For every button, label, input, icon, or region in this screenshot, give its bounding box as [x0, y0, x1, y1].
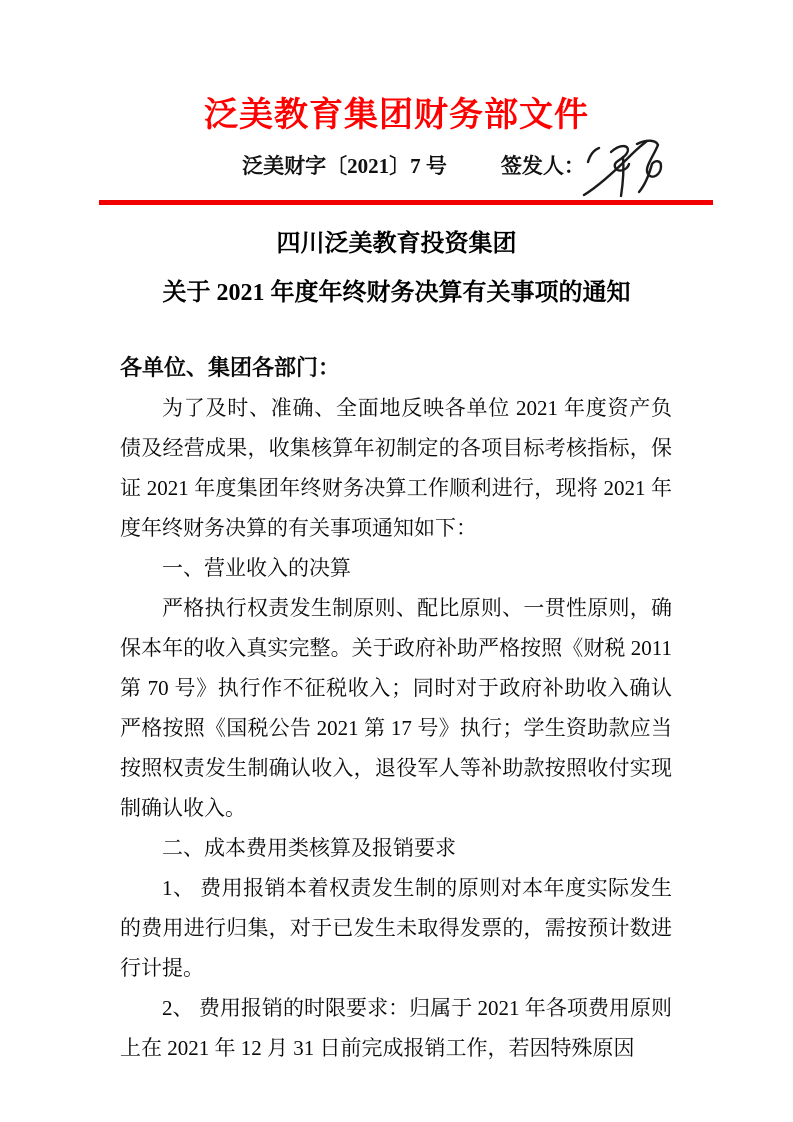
letterhead-title: 泛美教育集团财务部文件 [204, 97, 589, 134]
doc-number: 泛美财字〔2021〕7 号 [242, 154, 447, 178]
section-heading-2: 二、成本费用类核算及报销要求 [162, 836, 456, 860]
handwritten-signature-icon [581, 135, 675, 209]
paragraph-item-1: 1、 费用报销本着权责发生制的原则对本年度实际发生的费用进行归集，对于已发生未取得发票的，需按预计数进行计提。 [120, 876, 672, 980]
document-subject-title: 关于 2021 年度年终财务决算有关事项的通知 [162, 280, 631, 306]
issuing-org-title: 四川泛美教育投资集团 [276, 231, 517, 257]
salutation-line: 各单位、集团各部门： [120, 355, 341, 380]
paragraph-item-2: 2、 费用报销的时限要求：归属于 2021 年各项费用原则上在 2021 年 12 月 31 日前完成报销工作，若因特殊原因 [120, 996, 672, 1060]
paragraph-section-1: 严格执行权责发生制原则、配比原则、一贯性原则，确保本年的收入真实完整。关于政府补助严格按照《财税 2011 第 70 号》执行作不征税收入；同时对于政府补助收入确认严格按照《国税公告 2021 第 17 号》执行；学生资助款应当按照权责发生制确认收入，退役军人等补助款按照收付实现制确认收入。 [120, 596, 672, 820]
issuer-label: 签发人： [500, 154, 585, 178]
doc-meta-row [0, 151, 793, 181]
paragraph-intro: 为了及时、准确、全面地反映各单位 2021 年度资产负债及经营成果，收集核算年初制定的各项目标考核指标，保证 2021 年度集团年终财务决算工作顺利进行，现将 2021 年度年终财务决算的有关事项通知如下： [120, 396, 672, 540]
section-heading-1: 一、营业收入的决算 [162, 556, 351, 580]
document-body [120, 348, 672, 1068]
